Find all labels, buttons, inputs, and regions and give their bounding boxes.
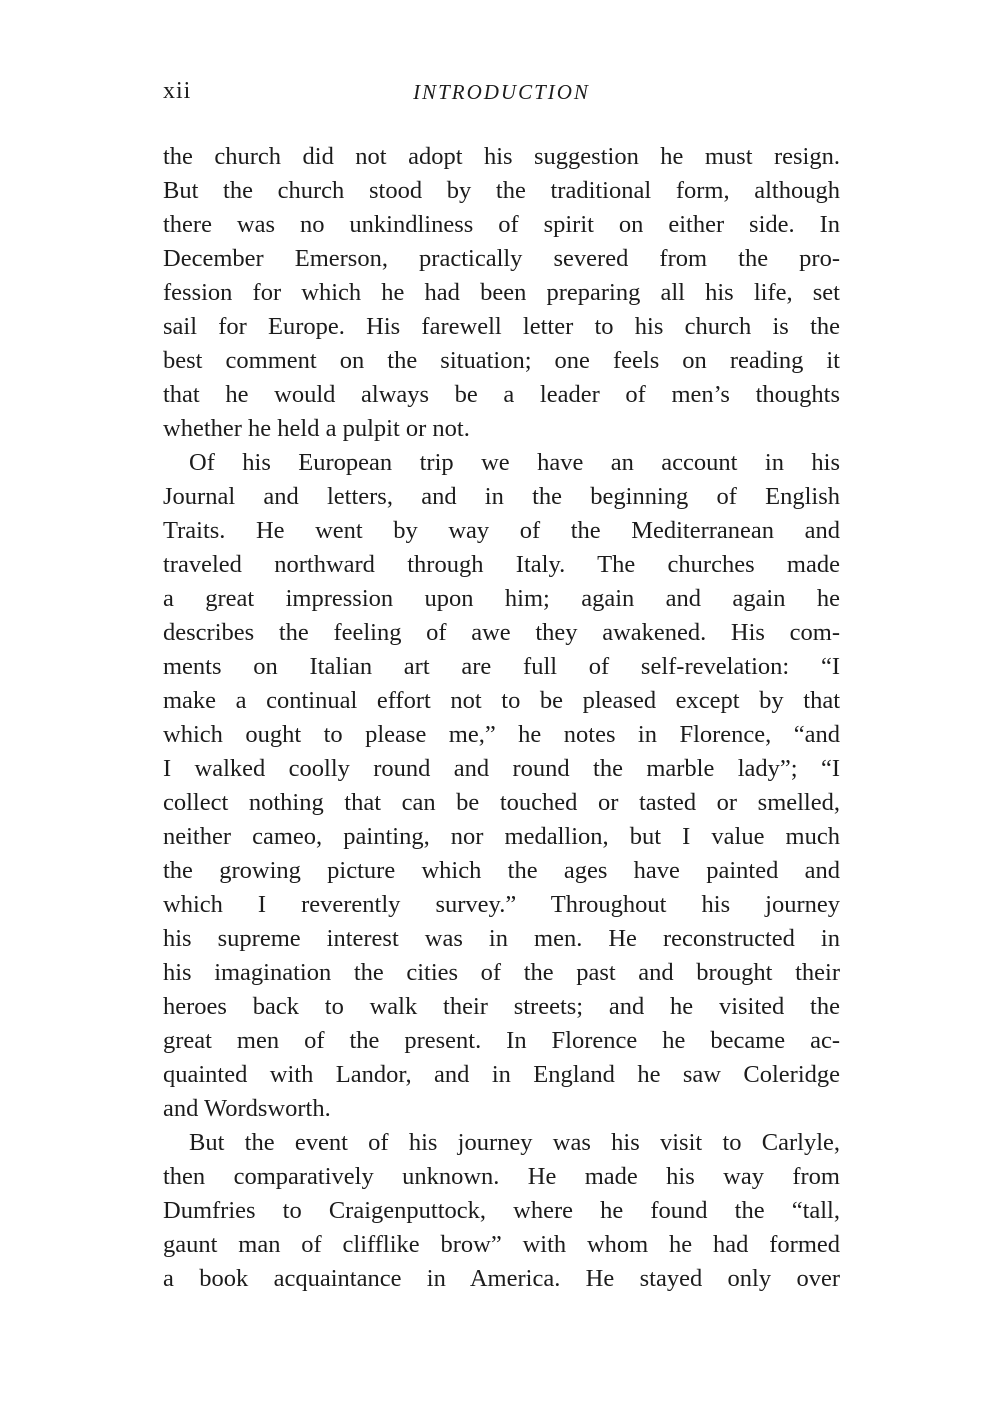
text-line: make a continual effort not to be pleased except by that [163, 687, 840, 714]
text-line: describes the feeling of awe they awakened. His com- [163, 619, 840, 646]
text-line: Traits. He went by way of the Mediterranean and [163, 517, 840, 544]
text-line: his supreme interest was in men. He reconstructed in [163, 925, 840, 952]
text-line: the growing picture which the ages have painted and [163, 857, 840, 884]
text-line: fession for which he had been preparing all his life, set [163, 279, 840, 306]
text-line: his imagination the cities of the past and brought their [163, 959, 840, 986]
text-line: which ought to please me,” he notes in Florence, “and [163, 721, 840, 748]
text-line: then comparatively unknown. He made his way from [163, 1163, 840, 1190]
text-line: December Emerson, practically severed from the pro- [163, 245, 840, 272]
text-line: great men of the present. In Florence he became ac- [163, 1027, 840, 1054]
text-line: I walked coolly round and round the marble lady”; “I [163, 755, 840, 782]
text-line: and Wordsworth. [163, 1095, 331, 1122]
paragraph-start: But the event of his journey was his visit to Carlyle, [189, 1129, 840, 1156]
text-line: heroes back to walk their streets; and he visited the [163, 993, 840, 1020]
page-number: xii [163, 78, 192, 104]
text-line: the church did not adopt his suggestion he must resign. [163, 143, 840, 170]
text-line: ments on Italian art are full of self-revelation: “I [163, 653, 840, 680]
paragraph-start: Of his European trip we have an account in his [189, 449, 840, 476]
body-text [163, 140, 840, 1296]
text-line: quainted with Landor, and in England he saw Coleridge [163, 1061, 840, 1088]
text-line: whether he held a pulpit or not. [163, 415, 470, 442]
text-line: gaunt man of clifflike brow” with whom he had formed [163, 1231, 840, 1258]
text-line: a great impression upon him; again and again he [163, 585, 840, 612]
text-line: there was no unkindliness of spirit on either side. In [163, 211, 840, 238]
text-line: Journal and letters, and in the beginning of English [163, 483, 840, 510]
text-line: traveled northward through Italy. The churches made [163, 551, 840, 578]
text-line: Dumfries to Craigenputtock, where he found the “tall, [163, 1197, 840, 1224]
text-line: sail for Europe. His farewell letter to his church is the [163, 313, 840, 340]
text-line: collect nothing that can be touched or tasted or smelled, [163, 789, 840, 816]
text-line: that he would always be a leader of men’s thoughts [163, 381, 840, 408]
running-head [163, 78, 840, 114]
text-line: a book acquaintance in America. He stayed only over [163, 1265, 840, 1292]
text-line: which I reverently survey.” Throughout his journey [163, 891, 840, 918]
text-line: best comment on the situation; one feels on reading it [163, 347, 840, 374]
running-title: INTRODUCTION [413, 80, 590, 104]
text-line: neither cameo, painting, nor medallion, but I value much [163, 823, 840, 850]
text-line: But the church stood by the traditional form, although [163, 177, 840, 204]
